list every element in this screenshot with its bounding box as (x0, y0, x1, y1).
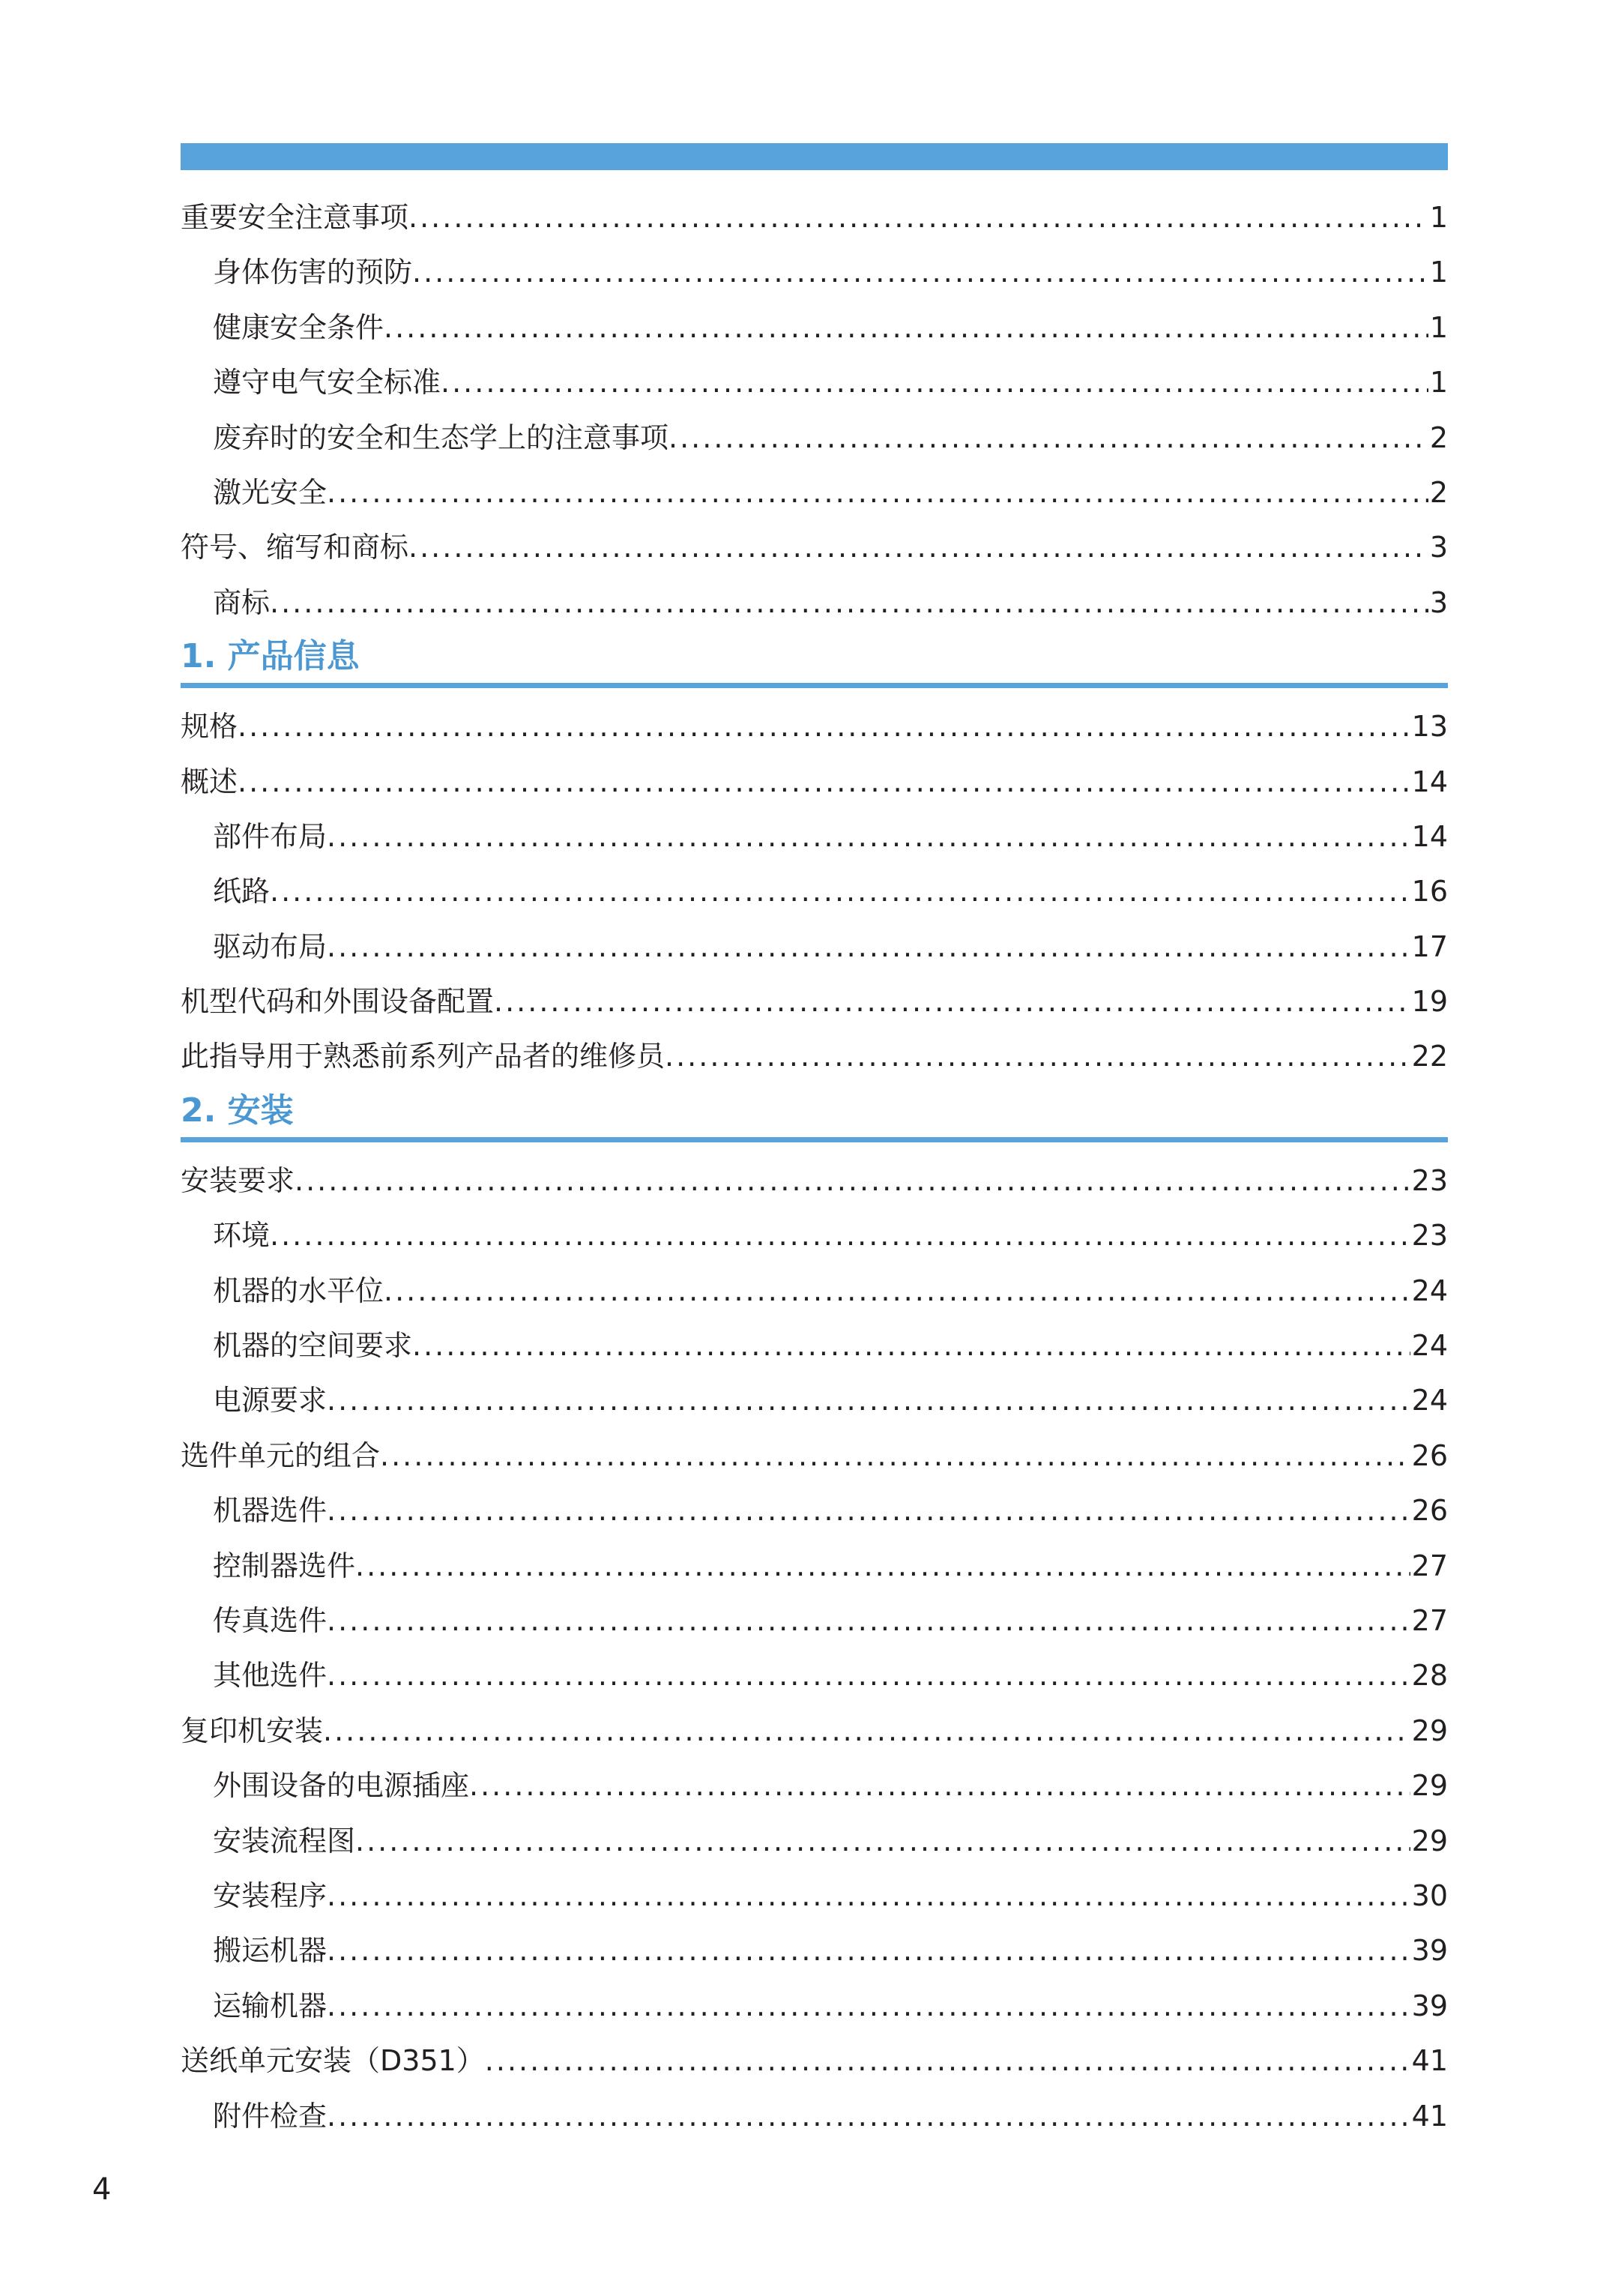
toc-front-section (181, 190, 1448, 630)
dot-leader (327, 810, 1410, 864)
dot-leader (238, 755, 1410, 810)
toc-subentry[interactable]: 电源要求 ..... 24 (181, 1373, 1448, 1428)
toc-subentry[interactable]: 运输机器 ..... 39 (181, 1979, 1448, 2034)
toc-subentry[interactable]: 外围设备的电源插座 ..... 29 (181, 1759, 1448, 1813)
toc-entry[interactable]: 安装要求 ..... 23 (181, 1154, 1448, 1208)
toc-entry[interactable]: 送纸单元安装（D351） ..... 41 (181, 2034, 1448, 2088)
toc-entry[interactable]: 复印机安装 ..... 29 (181, 1704, 1448, 1759)
toc-chapter2-section (181, 1154, 1448, 2144)
dot-leader (295, 1154, 1410, 1208)
dot-leader (323, 1704, 1410, 1759)
toc-subentry[interactable]: 机器选件 ..... 26 (181, 1483, 1448, 1538)
dot-leader (355, 1814, 1410, 1869)
chapter-heading-2[interactable] (181, 1085, 1448, 1154)
dot-leader (408, 520, 1428, 575)
dot-leader (384, 1264, 1410, 1319)
toc-subentry[interactable]: 废弃时的安全和生态学上的注意事项 ..... 2 (181, 411, 1448, 465)
toc-entry[interactable]: 选件单元的组合 ..... 26 (181, 1429, 1448, 1483)
toc-subentry[interactable]: 机器的空间要求 ..... 24 (181, 1319, 1448, 1373)
chapter-title: 1. 产品信息 (181, 637, 360, 676)
toc-subentry[interactable]: 附件检查 ..... 41 (181, 2089, 1448, 2144)
table-of-contents (181, 190, 1448, 2144)
dot-leader (327, 1923, 1410, 1978)
dot-leader (270, 1208, 1410, 1263)
chapter-rule (181, 1137, 1448, 1142)
toc-subentry[interactable]: 传真选件 ..... 27 (181, 1594, 1448, 1648)
toc-entry[interactable]: 规格 ..... 13 (181, 699, 1448, 754)
chapter-rule (181, 683, 1448, 688)
toc-subentry[interactable]: 身体伤害的预防 ..... 1 (181, 245, 1448, 300)
dot-leader (270, 576, 1428, 630)
dot-leader (412, 1319, 1410, 1373)
toc-subentry[interactable]: 健康安全条件 ..... 1 (181, 301, 1448, 355)
dot-leader (469, 1759, 1410, 1813)
dot-leader (668, 411, 1428, 465)
dot-leader (327, 1483, 1410, 1538)
dot-leader (327, 1979, 1410, 2034)
toc-subentry[interactable]: 遵守电气安全标准 ..... 1 (181, 355, 1448, 410)
toc-entry[interactable]: 概述 ..... 14 (181, 755, 1448, 810)
toc-subentry[interactable]: 部件布局 ..... 14 (181, 810, 1448, 864)
dot-leader (485, 2034, 1410, 2088)
toc-subentry[interactable]: 环境 ..... 23 (181, 1208, 1448, 1263)
dot-leader (412, 245, 1428, 300)
dot-leader (327, 1648, 1410, 1703)
toc-subentry[interactable]: 安装程序 ..... 30 (181, 1869, 1448, 1923)
dot-leader (327, 920, 1410, 974)
dot-leader (494, 974, 1410, 1029)
toc-subentry[interactable]: 其他选件 ..... 28 (181, 1648, 1448, 1703)
dot-leader (270, 864, 1410, 919)
toc-subentry[interactable]: 机器的水平位 ..... 24 (181, 1264, 1448, 1319)
dot-leader (441, 355, 1428, 410)
dot-leader (327, 1373, 1410, 1428)
dot-leader (327, 2089, 1410, 2144)
dot-leader (408, 190, 1428, 245)
toc-chapter1-section (181, 699, 1448, 1085)
page-number: 4 (92, 2172, 112, 2207)
toc-subentry[interactable]: 纸路 ..... 16 (181, 864, 1448, 919)
toc-subentry[interactable]: 搬运机器 ..... 39 (181, 1923, 1448, 1978)
toc-entry[interactable]: 符号、缩写和商标 ..... 3 (181, 520, 1448, 575)
dot-leader (384, 301, 1428, 355)
toc-subentry[interactable]: 安装流程图 ..... 29 (181, 1814, 1448, 1869)
dot-leader (665, 1029, 1410, 1084)
dot-leader (238, 699, 1410, 754)
toc-entry[interactable]: 此指导用于熟悉前系列产品者的维修员 ..... 22 (181, 1029, 1448, 1084)
toc-subentry[interactable]: 激光安全 ..... 2 (181, 465, 1448, 520)
chapter-heading-1[interactable] (181, 630, 1448, 699)
chapter-title: 2. 安装 (181, 1091, 294, 1130)
dot-leader (327, 1594, 1410, 1648)
toc-entry[interactable]: 重要安全注意事项 ..... 1 (181, 190, 1448, 245)
toc-subentry[interactable]: 商标 ..... 3 (181, 576, 1448, 630)
dot-leader (380, 1429, 1410, 1483)
toc-subentry[interactable]: 控制器选件 ..... 27 (181, 1539, 1448, 1594)
toc-entry[interactable]: 机型代码和外围设备配置 ..... 19 (181, 974, 1448, 1029)
top-accent-bar (181, 143, 1448, 170)
dot-leader (327, 1869, 1410, 1923)
dot-leader (327, 465, 1428, 520)
dot-leader (355, 1539, 1410, 1594)
toc-subentry[interactable]: 驱动布局 ..... 17 (181, 920, 1448, 974)
